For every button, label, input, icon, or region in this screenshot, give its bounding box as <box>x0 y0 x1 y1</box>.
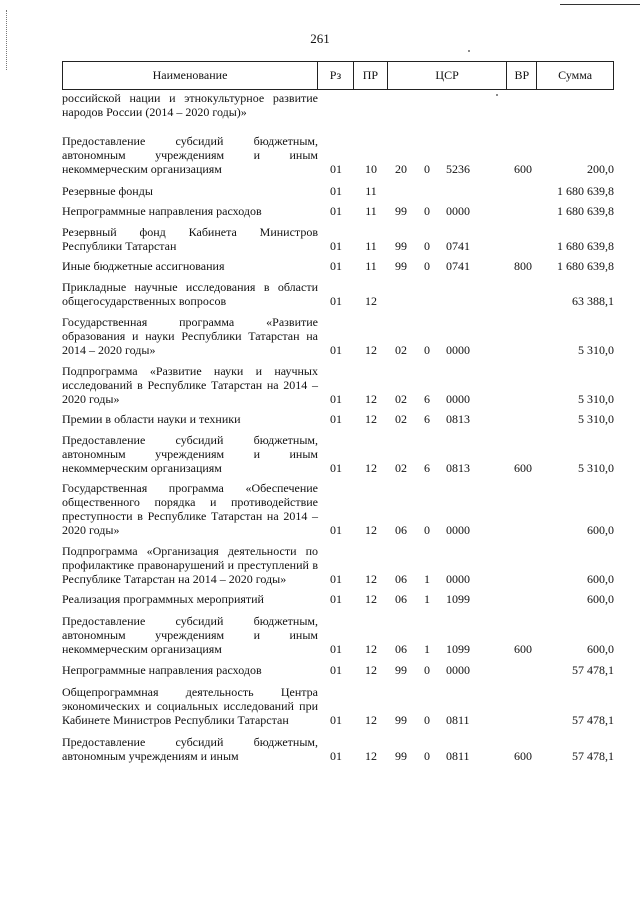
row-pr: 12 <box>365 572 377 586</box>
row-csr <box>388 204 508 218</box>
header-vr: ВР <box>507 62 537 89</box>
row-csr <box>388 663 508 677</box>
row-name: Реализация программных мероприятий <box>62 592 264 606</box>
row-rz: 01 <box>330 412 342 426</box>
row-name: Непрограммные направления расходов <box>62 663 262 677</box>
table-row <box>62 614 614 656</box>
row-pr: 10 <box>365 162 377 176</box>
table-row <box>62 433 614 475</box>
row-csr-program: 02 <box>395 461 407 475</box>
table-row <box>62 685 614 727</box>
row-rz: 01 <box>330 523 342 537</box>
row-csr-direction: 0000 <box>446 204 470 218</box>
row-csr <box>388 294 508 308</box>
row-csr-direction: 0000 <box>446 392 470 406</box>
row-name: Премии в области науки и техники <box>62 412 241 426</box>
row-name: Иные бюджетные ассигнования <box>62 259 225 273</box>
table-row <box>62 259 614 273</box>
table-row <box>62 481 614 537</box>
row-csr-subprogram: 0 <box>424 343 430 357</box>
row-pr: 12 <box>365 592 377 606</box>
row-csr-subprogram: 0 <box>424 663 430 677</box>
row-rz: 01 <box>330 642 342 656</box>
row-sum: 200,0 <box>587 162 614 176</box>
row-csr-direction: 0000 <box>446 343 470 357</box>
row-csr-program: 02 <box>395 392 407 406</box>
row-sum: 5 310,0 <box>578 343 614 357</box>
page-number: 261 <box>310 31 330 46</box>
row-csr-direction: 0811 <box>446 713 470 727</box>
header-pr: ПР <box>354 62 388 89</box>
table-row <box>62 91 614 119</box>
row-rz: 01 <box>330 204 342 218</box>
row-csr-direction: 0000 <box>446 663 470 677</box>
row-rz: 01 <box>330 184 342 198</box>
row-csr <box>388 343 508 357</box>
row-pr: 11 <box>365 239 377 253</box>
row-pr: 12 <box>365 294 377 308</box>
row-pr: 11 <box>365 184 377 198</box>
row-pr: 12 <box>365 392 377 406</box>
table-row <box>62 735 614 763</box>
header-name: Наименование <box>63 62 318 89</box>
row-csr-subprogram: 6 <box>424 461 430 475</box>
row-csr-subprogram: 6 <box>424 392 430 406</box>
scan-speck <box>468 50 470 52</box>
row-sum: 600,0 <box>587 592 614 606</box>
table-row <box>62 364 614 406</box>
row-csr <box>388 713 508 727</box>
row-sum: 1 680 639,8 <box>557 184 614 198</box>
row-csr-subprogram: 1 <box>424 642 430 656</box>
row-name: Резервный фонд Кабинета Министров Республики Татарстан <box>62 225 318 253</box>
row-vr: 600 <box>514 749 532 763</box>
row-csr-program: 99 <box>395 204 407 218</box>
table-row <box>62 280 614 308</box>
row-csr-subprogram: 1 <box>424 572 430 586</box>
row-vr: 600 <box>514 642 532 656</box>
row-csr-program: 99 <box>395 713 407 727</box>
row-sum: 5 310,0 <box>578 392 614 406</box>
table-row <box>62 544 614 586</box>
row-csr-direction: 0741 <box>446 239 470 253</box>
row-csr-program: 02 <box>395 343 407 357</box>
row-csr <box>388 392 508 406</box>
row-csr-direction: 0811 <box>446 749 470 763</box>
row-pr: 11 <box>365 259 377 273</box>
row-name: Предоставление субсидий бюджетным, автономным учреждениям и иным некоммерческим организациям <box>62 614 318 656</box>
row-csr <box>388 162 508 176</box>
table-header <box>62 61 614 90</box>
row-sum: 600,0 <box>587 523 614 537</box>
row-csr-program: 02 <box>395 412 407 426</box>
row-vr: 600 <box>514 162 532 176</box>
row-csr-subprogram: 0 <box>424 162 430 176</box>
row-csr <box>388 642 508 656</box>
row-rz: 01 <box>330 392 342 406</box>
row-name: Предоставление субсидий бюджетным, автономным учреждениям и иным <box>62 735 318 763</box>
row-rz: 01 <box>330 162 342 176</box>
row-csr-subprogram: 0 <box>424 259 430 273</box>
row-name: Государственная программа «Развитие образования и науки Республики Татарстан на 2014 – 2020 годы» <box>62 315 318 357</box>
row-name: Предоставление субсидий бюджетным, автономным учреждениям и иным некоммерческим организациям <box>62 134 318 176</box>
row-rz: 01 <box>330 749 342 763</box>
row-csr <box>388 523 508 537</box>
row-sum: 57 478,1 <box>572 749 614 763</box>
row-csr-subprogram: 0 <box>424 713 430 727</box>
row-pr: 12 <box>365 663 377 677</box>
row-sum: 1 680 639,8 <box>557 239 614 253</box>
header-sum: Сумма <box>558 68 593 82</box>
row-rz: 01 <box>330 461 342 475</box>
row-sum: 63 388,1 <box>572 294 614 308</box>
row-sum: 600,0 <box>587 642 614 656</box>
row-csr-direction: 0813 <box>446 461 470 475</box>
row-csr <box>388 184 508 198</box>
row-name: Государственная программа «Обеспечение общественного порядка и противодействие преступности в Республике Татарстан на 2014 – 2020 годы» <box>62 481 318 537</box>
row-sum: 5 310,0 <box>578 412 614 426</box>
table-row <box>62 225 614 253</box>
header-rz: Рз <box>318 62 354 89</box>
row-pr: 12 <box>365 461 377 475</box>
table-row <box>62 315 614 357</box>
row-pr: 11 <box>365 204 377 218</box>
row-csr-direction: 5236 <box>446 162 470 176</box>
row-csr <box>388 749 508 763</box>
row-rz: 01 <box>330 343 342 357</box>
row-rz: 01 <box>330 294 342 308</box>
row-sum: 57 478,1 <box>572 663 614 677</box>
row-name: Резервные фонды <box>62 184 153 198</box>
row-rz: 01 <box>330 663 342 677</box>
row-csr-subprogram: 0 <box>424 204 430 218</box>
table-row <box>62 134 614 176</box>
row-csr-direction: 0000 <box>446 572 470 586</box>
row-csr-program: 99 <box>395 239 407 253</box>
row-sum: 600,0 <box>587 572 614 586</box>
row-rz: 01 <box>330 259 342 273</box>
row-rz: 01 <box>330 592 342 606</box>
row-csr <box>388 259 508 273</box>
row-csr-subprogram: 0 <box>424 239 430 253</box>
row-rz: 01 <box>330 239 342 253</box>
row-rz: 01 <box>330 713 342 727</box>
header-csr: ЦСР <box>388 62 508 89</box>
row-pr: 12 <box>365 713 377 727</box>
row-name: российской нации и этнокультурное развитие народов России (2014 – 2020 годы)» <box>62 91 318 119</box>
row-csr-subprogram: 6 <box>424 412 430 426</box>
row-csr-direction: 1099 <box>446 642 470 656</box>
row-pr: 12 <box>365 642 377 656</box>
row-csr-program: 06 <box>395 523 407 537</box>
table-row <box>62 204 614 218</box>
row-name: Непрограммные направления расходов <box>62 204 262 218</box>
row-csr <box>388 461 508 475</box>
row-csr-program: 06 <box>395 592 407 606</box>
row-csr-subprogram: 0 <box>424 523 430 537</box>
row-csr-direction: 0000 <box>446 523 470 537</box>
row-pr: 12 <box>365 749 377 763</box>
row-csr <box>388 239 508 253</box>
row-csr <box>388 572 508 586</box>
row-csr <box>388 412 508 426</box>
row-csr <box>388 105 508 119</box>
row-csr <box>388 592 508 606</box>
row-csr-direction: 1099 <box>446 592 470 606</box>
row-sum: 5 310,0 <box>578 461 614 475</box>
row-name: Прикладные научные исследования в области общегосударственных вопросов <box>62 280 318 308</box>
row-vr: 800 <box>514 259 532 273</box>
row-rz: 01 <box>330 572 342 586</box>
row-name: Подпрограмма «Организация деятельности по профилактике правонарушений и преступлений в Республике Татарстан на 2014 – 2020 годы» <box>62 544 318 586</box>
row-pr: 12 <box>365 343 377 357</box>
row-csr-program: 20 <box>395 162 407 176</box>
table-body <box>62 91 614 763</box>
table-row <box>62 412 614 426</box>
row-csr-program: 06 <box>395 572 407 586</box>
row-csr-program: 99 <box>395 259 407 273</box>
table-row <box>62 184 614 198</box>
row-csr-subprogram: 0 <box>424 749 430 763</box>
row-pr: 12 <box>365 523 377 537</box>
row-csr-program: 99 <box>395 663 407 677</box>
row-name: Предоставление субсидий бюджетным, автономным учреждениям и иным некоммерческим организациям <box>62 433 318 475</box>
table-row <box>62 592 614 606</box>
row-sum: 1 680 639,8 <box>557 204 614 218</box>
row-vr: 600 <box>514 461 532 475</box>
row-sum: 1 680 639,8 <box>557 259 614 273</box>
table-row <box>62 663 614 677</box>
row-name: Общепрограммная деятельность Центра экономических и социальных исследований при Кабинете Министров Республики Татарстан <box>62 685 318 727</box>
row-sum: 57 478,1 <box>572 713 614 727</box>
row-csr-subprogram: 1 <box>424 592 430 606</box>
row-csr-program: 99 <box>395 749 407 763</box>
row-pr: 12 <box>365 412 377 426</box>
row-csr-program: 06 <box>395 642 407 656</box>
row-name: Подпрограмма «Развитие науки и научных исследований в Республике Татарстан на 2014 – 2020 годы» <box>62 364 318 406</box>
row-csr-direction: 0813 <box>446 412 470 426</box>
row-csr-direction: 0741 <box>446 259 470 273</box>
corner-rule <box>560 4 640 5</box>
